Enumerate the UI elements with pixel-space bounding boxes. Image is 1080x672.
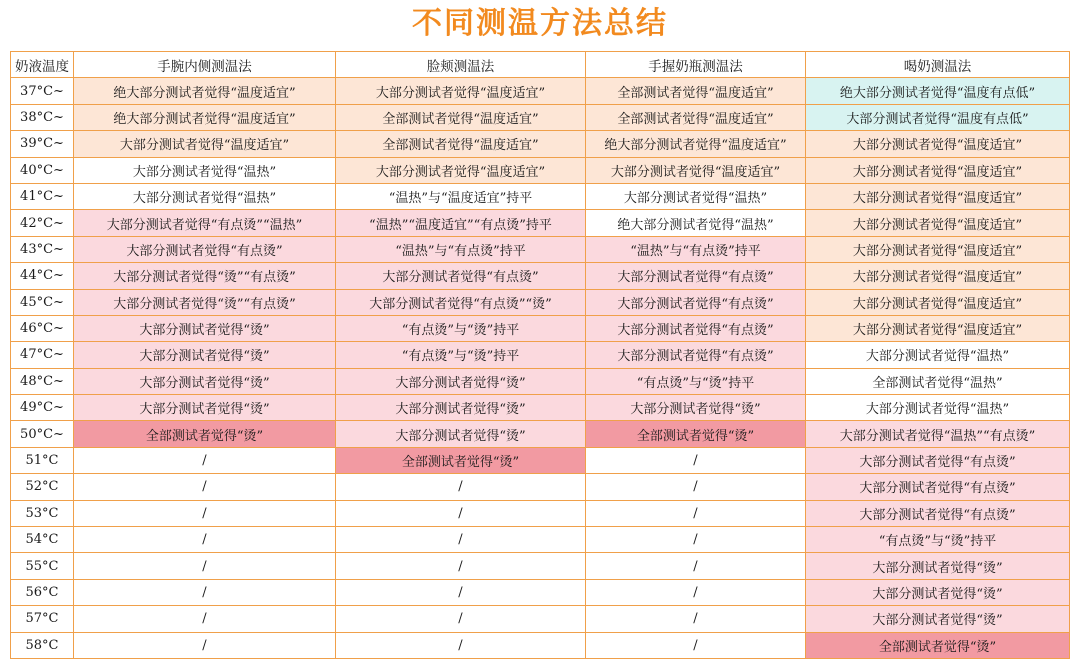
drinking-method-cell: 大部分测试者觉得“温热” bbox=[806, 342, 1070, 368]
table-row bbox=[11, 236, 1070, 262]
table-row bbox=[11, 78, 1070, 104]
table-row bbox=[11, 395, 1070, 421]
bottle-hold-method-cell: 大部分测试者觉得“温热” bbox=[586, 183, 806, 209]
bottle-hold-method-cell: 大部分测试者觉得“温度适宜” bbox=[586, 157, 806, 183]
cheek-method-cell: 大部分测试者觉得“温度适宜” bbox=[336, 78, 586, 104]
cheek-method-cell: 大部分测试者觉得“温度适宜” bbox=[336, 157, 586, 183]
milk-temperature-cell: 55°C bbox=[11, 553, 74, 579]
milk-temperature-cell: 58°C bbox=[11, 632, 74, 658]
wrist-method-cell: 大部分测试者觉得“温度适宜” bbox=[74, 131, 336, 157]
cheek-method-cell: / bbox=[336, 606, 586, 632]
drinking-method-cell: 大部分测试者觉得“温度适宜” bbox=[806, 236, 1070, 262]
bottle-hold-method-cell: / bbox=[586, 579, 806, 605]
wrist-method-cell: 绝大部分测试者觉得“温度适宜” bbox=[74, 104, 336, 130]
table-row bbox=[11, 632, 1070, 658]
wrist-method-cell: 大部分测试者觉得“有点烫”“温热” bbox=[74, 210, 336, 236]
bottle-hold-method-cell: 大部分测试者觉得“有点烫” bbox=[586, 263, 806, 289]
bottle-hold-method-cell: / bbox=[586, 606, 806, 632]
drinking-method-cell: 大部分测试者觉得“烫” bbox=[806, 579, 1070, 605]
cheek-method-cell: / bbox=[336, 527, 586, 553]
milk-temperature-cell: 37°C~ bbox=[11, 78, 74, 104]
wrist-method-cell: / bbox=[74, 553, 336, 579]
wrist-method-cell: 大部分测试者觉得“温热” bbox=[74, 183, 336, 209]
drinking-method-cell: 大部分测试者觉得“温度适宜” bbox=[806, 131, 1070, 157]
table-row bbox=[11, 315, 1070, 341]
temperature-method-table bbox=[10, 51, 1070, 659]
wrist-method-cell: 大部分测试者觉得“温热” bbox=[74, 157, 336, 183]
table-row bbox=[11, 527, 1070, 553]
drinking-method-cell: 大部分测试者觉得“有点烫” bbox=[806, 474, 1070, 500]
bottle-hold-method-cell: 大部分测试者觉得“烫” bbox=[586, 395, 806, 421]
header-wrist-method: 手腕内侧测温法 bbox=[74, 52, 336, 78]
milk-temperature-cell: 46°C~ bbox=[11, 315, 74, 341]
table-row bbox=[11, 342, 1070, 368]
table-row bbox=[11, 289, 1070, 315]
table-row bbox=[11, 579, 1070, 605]
wrist-method-cell: / bbox=[74, 606, 336, 632]
header-drinking-method: 喝奶测温法 bbox=[806, 52, 1070, 78]
cheek-method-cell: 全部测试者觉得“烫” bbox=[336, 447, 586, 473]
bottle-hold-method-cell: 绝大部分测试者觉得“温热” bbox=[586, 210, 806, 236]
drinking-method-cell: 大部分测试者觉得“有点烫” bbox=[806, 500, 1070, 526]
header-bottle-hold-method: 手握奶瓶测温法 bbox=[586, 52, 806, 78]
table-row bbox=[11, 606, 1070, 632]
milk-temperature-cell: 49°C~ bbox=[11, 395, 74, 421]
header-milk-temperature: 奶液温度 bbox=[11, 52, 74, 78]
wrist-method-cell: 大部分测试者觉得“烫” bbox=[74, 395, 336, 421]
milk-temperature-cell: 53°C bbox=[11, 500, 74, 526]
table-row bbox=[11, 421, 1070, 447]
bottle-hold-method-cell: / bbox=[586, 474, 806, 500]
bottle-hold-method-cell: 全部测试者觉得“温度适宜” bbox=[586, 104, 806, 130]
drinking-method-cell: 大部分测试者觉得“烫” bbox=[806, 553, 1070, 579]
table-row bbox=[11, 210, 1070, 236]
milk-temperature-cell: 43°C~ bbox=[11, 236, 74, 262]
drinking-method-cell: “有点烫”与“烫”持平 bbox=[806, 527, 1070, 553]
bottle-hold-method-cell: 绝大部分测试者觉得“温度适宜” bbox=[586, 131, 806, 157]
milk-temperature-cell: 57°C bbox=[11, 606, 74, 632]
milk-temperature-cell: 54°C bbox=[11, 527, 74, 553]
milk-temperature-cell: 48°C~ bbox=[11, 368, 74, 394]
table-row bbox=[11, 368, 1070, 394]
drinking-method-cell: 大部分测试者觉得“温度适宜” bbox=[806, 183, 1070, 209]
bottle-hold-method-cell: “有点烫”与“烫”持平 bbox=[586, 368, 806, 394]
drinking-method-cell: 大部分测试者觉得“烫” bbox=[806, 606, 1070, 632]
drinking-method-cell: 绝大部分测试者觉得“温度有点低” bbox=[806, 78, 1070, 104]
milk-temperature-cell: 39°C~ bbox=[11, 131, 74, 157]
drinking-method-cell: 大部分测试者觉得“温度适宜” bbox=[806, 210, 1070, 236]
cheek-method-cell: 大部分测试者觉得“烫” bbox=[336, 368, 586, 394]
wrist-method-cell: 大部分测试者觉得“烫”“有点烫” bbox=[74, 263, 336, 289]
table-row bbox=[11, 263, 1070, 289]
table-row bbox=[11, 474, 1070, 500]
cheek-method-cell: “温热”与“有点烫”持平 bbox=[336, 236, 586, 262]
wrist-method-cell: 大部分测试者觉得“有点烫” bbox=[74, 236, 336, 262]
wrist-method-cell: / bbox=[74, 474, 336, 500]
drinking-method-cell: 大部分测试者觉得“温度适宜” bbox=[806, 263, 1070, 289]
milk-temperature-cell: 47°C~ bbox=[11, 342, 74, 368]
cheek-method-cell: 大部分测试者觉得“有点烫”“烫” bbox=[336, 289, 586, 315]
page-title: 不同测温方法总结 bbox=[412, 6, 668, 41]
cheek-method-cell: “温热”“温度适宜”“有点烫”持平 bbox=[336, 210, 586, 236]
bottle-hold-method-cell: 全部测试者觉得“温度适宜” bbox=[586, 78, 806, 104]
milk-temperature-cell: 40°C~ bbox=[11, 157, 74, 183]
drinking-method-cell: 全部测试者觉得“温热” bbox=[806, 368, 1070, 394]
milk-temperature-cell: 41°C~ bbox=[11, 183, 74, 209]
cheek-method-cell: 大部分测试者觉得“烫” bbox=[336, 421, 586, 447]
drinking-method-cell: 大部分测试者觉得“温度适宜” bbox=[806, 315, 1070, 341]
wrist-method-cell: / bbox=[74, 632, 336, 658]
drinking-method-cell: 大部分测试者觉得“有点烫” bbox=[806, 447, 1070, 473]
bottle-hold-method-cell: / bbox=[586, 632, 806, 658]
wrist-method-cell: / bbox=[74, 527, 336, 553]
wrist-method-cell: 大部分测试者觉得“烫” bbox=[74, 315, 336, 341]
milk-temperature-cell: 52°C bbox=[11, 474, 74, 500]
wrist-method-cell: 绝大部分测试者觉得“温度适宜” bbox=[74, 78, 336, 104]
bottle-hold-method-cell: / bbox=[586, 527, 806, 553]
cheek-method-cell: 全部测试者觉得“温度适宜” bbox=[336, 104, 586, 130]
table-body bbox=[11, 78, 1070, 659]
wrist-method-cell: 大部分测试者觉得“烫” bbox=[74, 342, 336, 368]
cheek-method-cell: / bbox=[336, 500, 586, 526]
table-row bbox=[11, 447, 1070, 473]
cheek-method-cell: “有点烫”与“烫”持平 bbox=[336, 315, 586, 341]
cheek-method-cell: / bbox=[336, 579, 586, 605]
milk-temperature-cell: 38°C~ bbox=[11, 104, 74, 130]
drinking-method-cell: 全部测试者觉得“烫” bbox=[806, 632, 1070, 658]
milk-temperature-cell: 45°C~ bbox=[11, 289, 74, 315]
bottle-hold-method-cell: / bbox=[586, 500, 806, 526]
table-row bbox=[11, 131, 1070, 157]
bottle-hold-method-cell: 大部分测试者觉得“有点烫” bbox=[586, 315, 806, 341]
wrist-method-cell: 大部分测试者觉得“烫” bbox=[74, 368, 336, 394]
table-row bbox=[11, 104, 1070, 130]
cheek-method-cell: 大部分测试者觉得“烫” bbox=[336, 395, 586, 421]
wrist-method-cell: 大部分测试者觉得“烫”“有点烫” bbox=[74, 289, 336, 315]
cheek-method-cell: “温热”与“温度适宜”持平 bbox=[336, 183, 586, 209]
table-row bbox=[11, 157, 1070, 183]
drinking-method-cell: 大部分测试者觉得“温度有点低” bbox=[806, 104, 1070, 130]
summary-table-container bbox=[10, 51, 1069, 659]
wrist-method-cell: 全部测试者觉得“烫” bbox=[74, 421, 336, 447]
cheek-method-cell: / bbox=[336, 632, 586, 658]
milk-temperature-cell: 56°C bbox=[11, 579, 74, 605]
bottle-hold-method-cell: / bbox=[586, 553, 806, 579]
milk-temperature-cell: 51°C bbox=[11, 447, 74, 473]
milk-temperature-cell: 44°C~ bbox=[11, 263, 74, 289]
bottle-hold-method-cell: 大部分测试者觉得“有点烫” bbox=[586, 289, 806, 315]
cheek-method-cell: / bbox=[336, 474, 586, 500]
table-row bbox=[11, 500, 1070, 526]
milk-temperature-cell: 42°C~ bbox=[11, 210, 74, 236]
table-header-row bbox=[11, 52, 1070, 78]
wrist-method-cell: / bbox=[74, 579, 336, 605]
milk-temperature-cell: 50°C~ bbox=[11, 421, 74, 447]
cheek-method-cell: 全部测试者觉得“温度适宜” bbox=[336, 131, 586, 157]
cheek-method-cell: 大部分测试者觉得“有点烫” bbox=[336, 263, 586, 289]
table-row bbox=[11, 553, 1070, 579]
drinking-method-cell: 大部分测试者觉得“温热” bbox=[806, 395, 1070, 421]
drinking-method-cell: 大部分测试者觉得“温度适宜” bbox=[806, 157, 1070, 183]
bottle-hold-method-cell: 全部测试者觉得“烫” bbox=[586, 421, 806, 447]
bottle-hold-method-cell: 大部分测试者觉得“有点烫” bbox=[586, 342, 806, 368]
cheek-method-cell: “有点烫”与“烫”持平 bbox=[336, 342, 586, 368]
wrist-method-cell: / bbox=[74, 500, 336, 526]
drinking-method-cell: 大部分测试者觉得“温度适宜” bbox=[806, 289, 1070, 315]
bottle-hold-method-cell: “温热”与“有点烫”持平 bbox=[586, 236, 806, 262]
bottle-hold-method-cell: / bbox=[586, 447, 806, 473]
wrist-method-cell: / bbox=[74, 447, 336, 473]
cheek-method-cell: / bbox=[336, 553, 586, 579]
header-cheek-method: 脸颊测温法 bbox=[336, 52, 586, 78]
table-row bbox=[11, 183, 1070, 209]
drinking-method-cell: 大部分测试者觉得“温热”“有点烫” bbox=[806, 421, 1070, 447]
